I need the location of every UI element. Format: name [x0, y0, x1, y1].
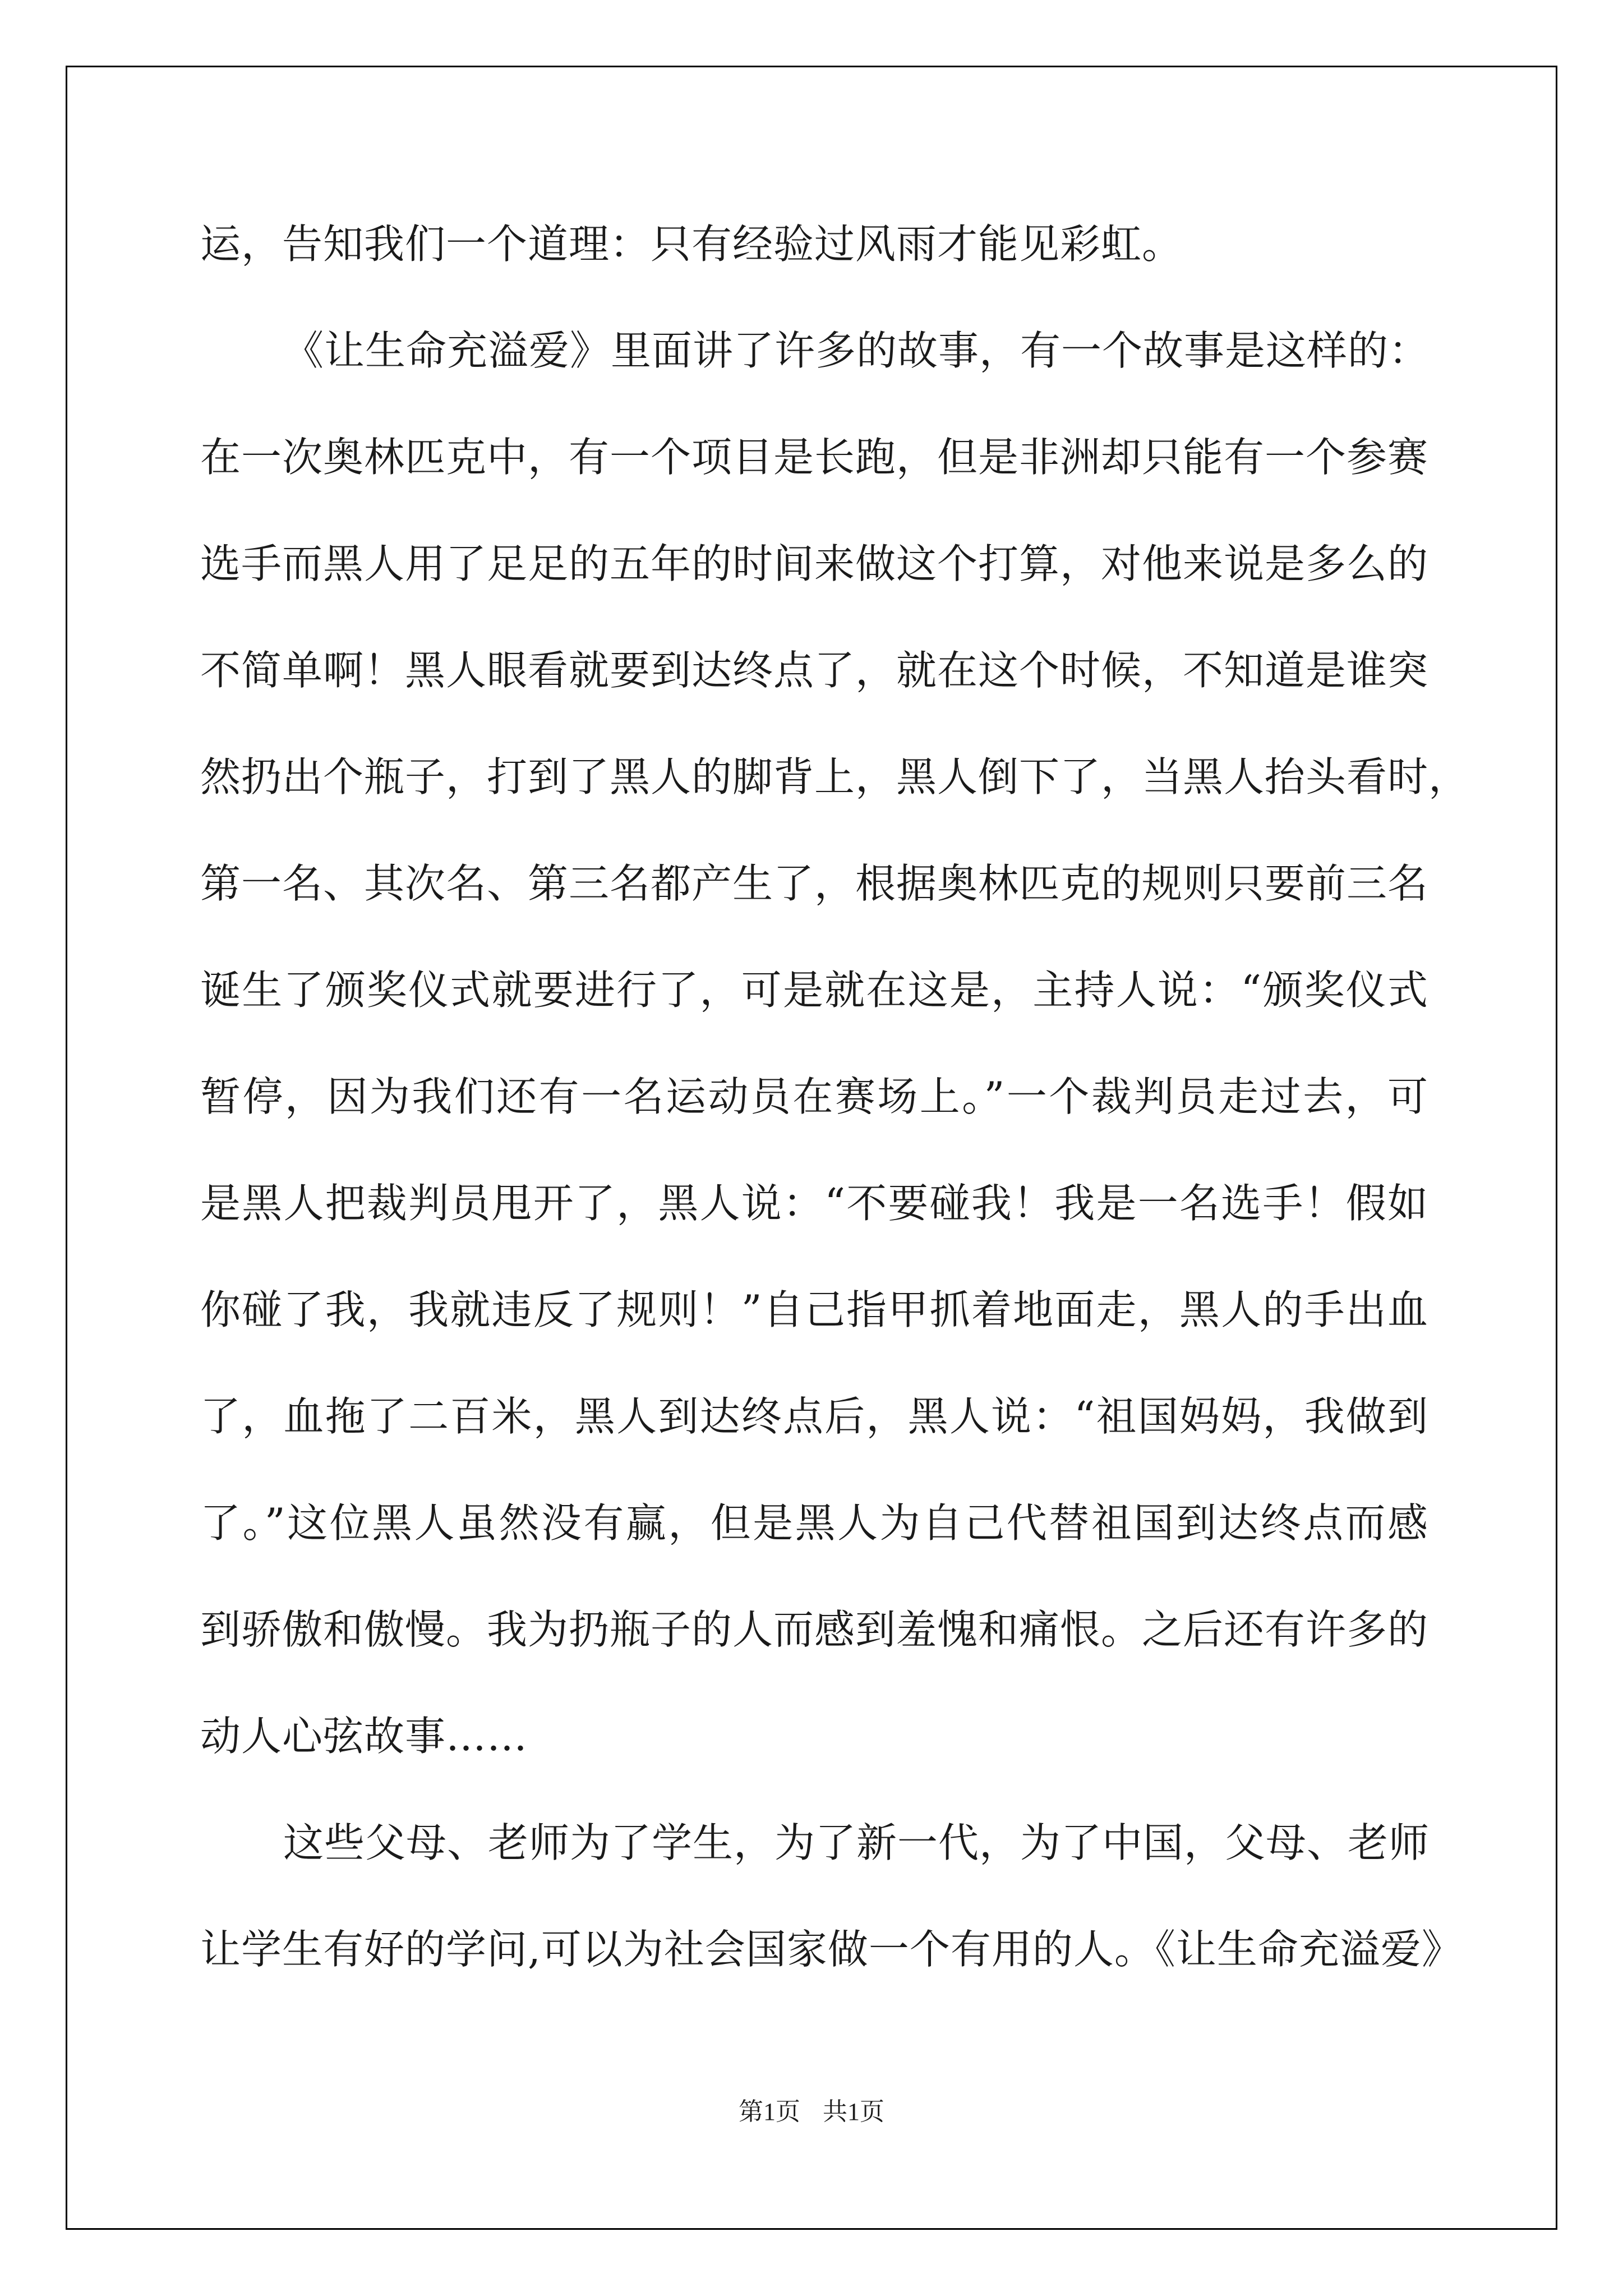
text-line: 暂停，因为我们还有一名运动员在赛场上。”一个裁判员走过去，可 — [200, 1073, 1428, 1120]
text-line: 选手而黑人用了足足的五年的时间来做这个打算，对他来说是多么的 — [200, 540, 1429, 587]
text-line: 动人心弦故事…… — [200, 1713, 528, 1760]
page-total: 共1页 — [823, 2098, 884, 2125]
text-line: 了，血拖了二百米，黑人到达终点后，黑人说：“祖国妈妈，我做到 — [200, 1393, 1428, 1440]
text-line: 在一次奥林匹克中，有一个项目是长跑，但是非洲却只能有一个参赛 — [200, 434, 1429, 481]
text-line: 让学生有好的学问,可以为社会国家做一个有用的人。《让生命充溢爱》 — [200, 1926, 1463, 1973]
paragraph-start-line: 这些父母、老师为了学生，为了新一代，为了中国，父母、老师 — [283, 1819, 1430, 1866]
text-line: 是黑人把裁判员甩开了，黑人说：“不要碰我！我是一名选手！假如 — [200, 1180, 1428, 1227]
text-line: 到骄傲和傲慢。我为扔瓶子的人而感到羞愧和痛恨。之后还有许多的 — [200, 1606, 1429, 1653]
text-line: 不简单啊！黑人眼看就要到达终点了，就在这个时候，不知道是谁突 — [200, 647, 1429, 694]
document-body — [200, 213, 1470, 2025]
text-line: 诞生了颁奖仪式就要进行了，可是就在这是，主持人说：“颁奖仪式 — [200, 967, 1428, 1014]
text-line: 然扔出个瓶子，打到了黑人的脚背上，黑人倒下了，当黑人抬头看时， — [200, 753, 1470, 800]
text-line: 你碰了我，我就违反了规则！”自己指甲抓着地面走，黑人的手出血 — [200, 1286, 1428, 1333]
text-line: 第一名、其次名、第三名都产生了，根据奥林匹克的规则只要前三名 — [200, 860, 1429, 907]
page-number: 第1页 — [739, 2098, 800, 2125]
paragraph-start-line: 《让生命充溢爱》里面讲了许多的故事，有一个故事是这样的： — [283, 327, 1430, 374]
text-line: 运，告知我们一个道理：只有经验过风雨才能见彩虹。 — [200, 220, 1183, 268]
text-line: 了。”这位黑人虽然没有赢，但是黑人为自己代替祖国到达终点而感 — [200, 1499, 1428, 1547]
page-footer — [0, 2095, 1623, 2129]
